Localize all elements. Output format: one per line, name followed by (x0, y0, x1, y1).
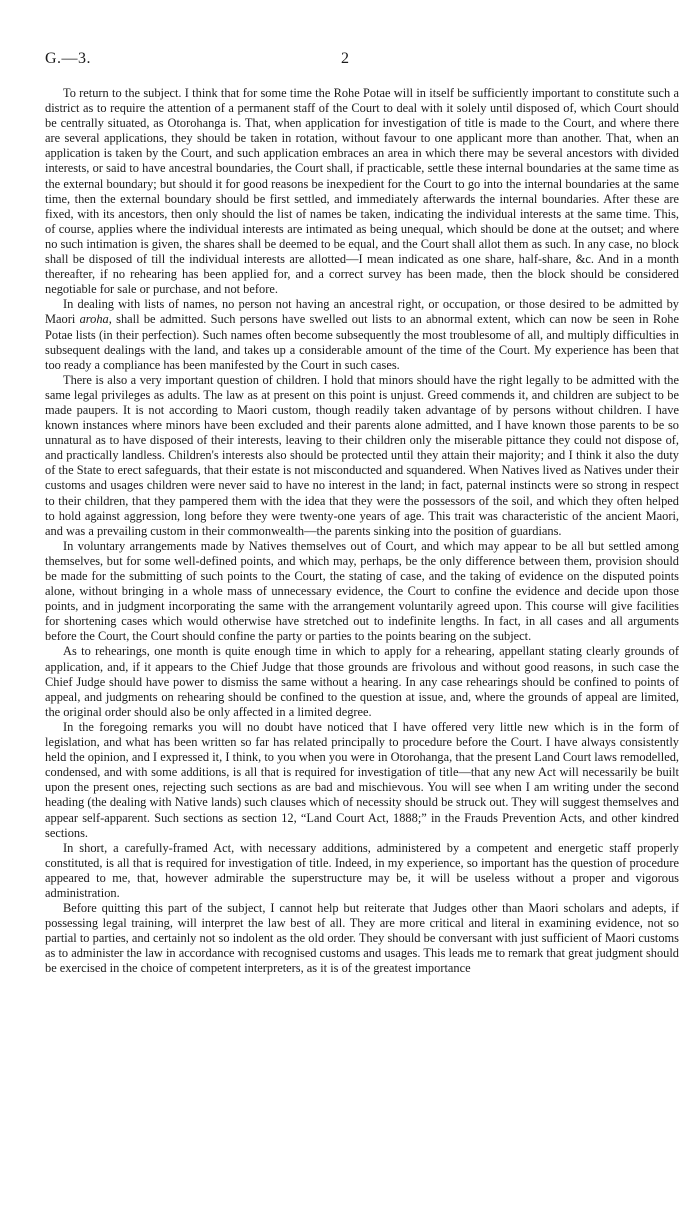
italic-term: aroha (79, 312, 109, 327)
document-page (45, 50, 679, 977)
paragraph (45, 297, 679, 372)
paragraph: As to rehearings, one month is quite enough time in which to apply for a rehearing, appellant stating clearly grounds of application, and, if it appears to the Chief Judge that those grounds are frivolous and without good reasons, in such case the Chief Judge should have power to dismiss the same without a hearing. In any case rehearings should be confined to points of appeal, and judgments on rehearing should be confined to the question at issue, and, where the grounds of appeal are limited, the original order should also be only affected in a limited degree. (45, 644, 679, 719)
paragraph: In the foregoing remarks you will no doubt have noticed that I have offered very little new which is in the form of legislation, and what has been written so far has related principally to procedure before the Court. I have always consistently held the opinion, and I expressed it, I think, to you when you were in Otorohanga, that the present Land Court laws remodelled, condensed, and with some additions, is all that is required for investigation of title—that any new Act will necessarily be built upon the present ones, rejecting such sections as are bad and mischievous. You will see when I am writing under the second heading (the dealing with Native lands) such clauses which of necessity should be struck out. They will suggest themselves and appear self-apparent. Such sections as section 12, “Land Court Act, 1888;” in the Frauds Prevention Acts, and other kindred sections. (45, 719, 679, 840)
paragraph: To return to the subject. I think that for some time the Rohe Potae will in itself be sufficiently important to constitute such a district as to require the attention of a permanent staff of the Court to deal with it solely until disposed of, which Court should be centrally situated, as Otorohanga is. That, when application for investigation of title is made to the Court, and where there are several applications, they should be taken in rotation, without favour to one applicant more than another. That, when an application is taken by the Court, and such application embraces an area in which there may be several ancestors with divided interests, or said to have ancestral boundaries, the Court shall, if practicable, settle these internal boundaries at the same time as the external boundary; but should it for good reasons be inexpedient for the Court to go into the internal boundaries at the same time, then the external boundary should be first settled, and immediately afterwards the internal boundaries. After these are fixed, with its ancestors, then only should the list of names be taken, indicating the individual interests at the same time. This, of course, applies where the individual interests are intimated as being unequal, which should be done at the outset; and where no such intimation is given, the shares shall be deemed to be equal, and the Court shall allot them as such. In any case, no block shall be disposed of till the individual interests are allotted—I mean indicated as one share, half-share, &c. And in a month thereafter, if no rehearing has been applied for, and a correct survey has been made, then the block should be considered negotiable for sale or purchase, and not before. (45, 86, 679, 297)
paragraph-text: In dealing with lists of names, no person not having an ancestral right, or occupation, or those desired to be admitted by Maori (45, 297, 679, 327)
page-number: 2 (341, 50, 349, 67)
paragraph: In short, a carefully-framed Act, with necessary additions, administered by a competent and energetic staff properly constituted, is all that is required for investigation of title. Indeed, in my experience, so important has the question of procedure appeared to me, that, however admirable the superstructure may be, it will be useless without a proper and vigorous administration. (45, 840, 679, 900)
paragraph-text: , shall be admitted. Such persons have swelled out lists to an abnormal extent, which can now be seen in Rohe Potae lists (in their perfection). Such names often become subsequently the most troublesome of all, and multiply difficulties in subsequent dealings with the land, and takes up a considerable amount of the time of the Court. My experience has been that too ready a compliance has been manifested by the Court in such cases. (45, 312, 679, 372)
document-reference: G.—3. (45, 50, 92, 67)
document-body (45, 86, 679, 977)
paragraph: Before quitting this part of the subject, I cannot help but reiterate that Judges other than Maori scholars and adepts, if possessing legal training, will interpret the law best of all. They are more critical and literal in examining evidence, not so partial to parties, and certainly not so indolent as the old order. They should be conversant with just sufficient of Maori customs as to administer the law in accordance with recognised customs and usages. This leads me to remark that great judgment should be exercised in the choice of competent interpreters, as it is of the greatest importance (45, 901, 679, 976)
page-header (45, 50, 679, 76)
paragraph: There is also a very important question of children. I hold that minors should have the right legally to be admitted with the same legal privileges as adults. The law as at present on this point is unjust. Greed commends it, and children are subject to be made paupers. It is not according to Maori custom, though readily taken advantage of by persons without children. I have known instances where minors have been excluded and their parents alone admitted, and I have known those parents to be so unnatural as to have disposed of their interests, leaving to their children only the miserable pittance they could not dispose of, and practically landless. Children's interests also should be protected until they attain their majority; and I think it also the duty of the State to erect safeguards, that their estate is not misconducted and squandered. When Natives lived as Natives under their customs and usages children were never said to have no interest in the land; in fact, paternal instincts were so strong in respect to their children, that they pampered them with the idea that they were the possessors of the soil, and which they often helped to hold against aggression, long before they were twenty-one years of age. This trait was characteristic of the ancient Maori, and was a prevailing custom in their commonwealth—the parents sinking into the position of guardians. (45, 372, 679, 538)
paragraph: In voluntary arrangements made by Natives themselves out of Court, and which may appear to be all but settled among themselves, but for some well-defined points, and which may, perhaps, be the only difference between them, provision should be made for the submitting of such points to the Court, the stating of case, and the taking of evidence on the disputed points alone, without bringing in a whole mass of unnecessary evidence, the Court to confine the evidence and decide upon those points, and in judgment incorporating the same with the arrangement voluntarily agreed upon. This course will give facilities for shortening cases which would otherwise have stretched out to indefinite lengths. In fact, in all cases and all arguments before the Court, the Court should confine the party or parties to the points bearing on the subject. (45, 538, 679, 644)
